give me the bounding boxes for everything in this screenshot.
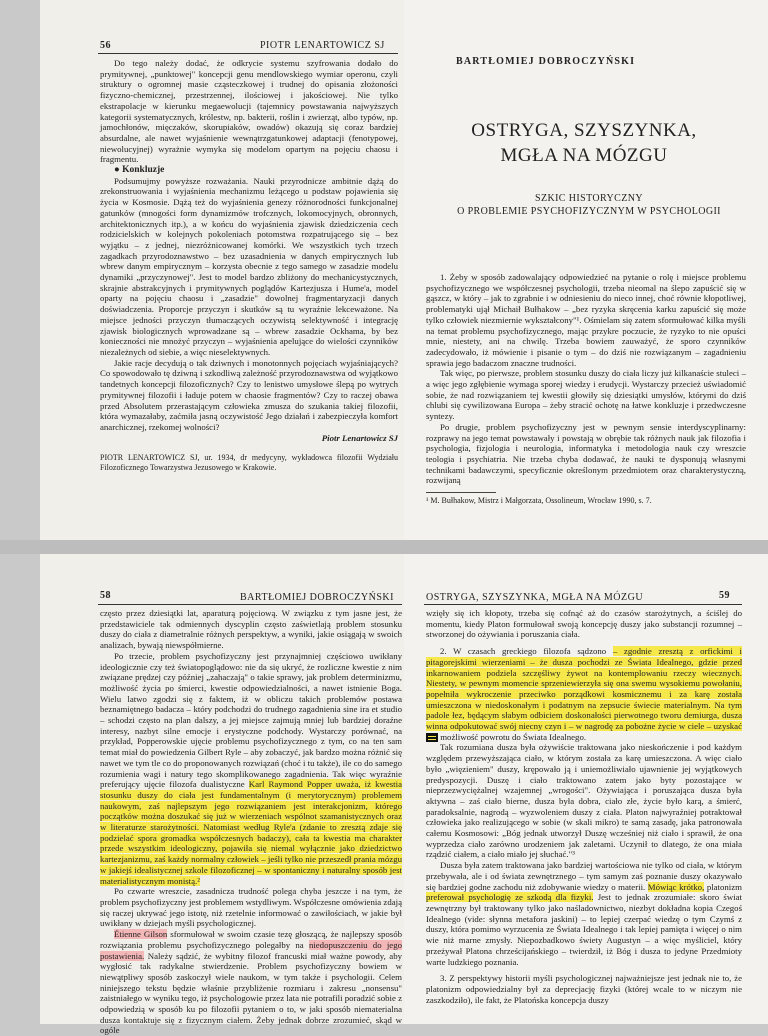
footnote: ¹ M. Bułhakow, Mistrz i Małgorzata, Ossolineum, Wrocław 1990, s. 7.: [426, 496, 652, 506]
running-head: OSTRYGA, SZYSZYNKA, MGŁA NA MÓZGU: [426, 592, 644, 603]
footnote-rule: [426, 492, 496, 493]
paragraph: [426, 860, 742, 967]
paragraph-text: Dusza była zatem traktowana jako bardziej wartościowa nie tylko od ciała, w którym przebywała, ale i od świata zewnętrznego – tym samym zaś poznanie duszy okazywało się bardziej godne zachodu niż zdobywanie wiedzy o materii.: [426, 860, 742, 892]
paragraph: Podsumujmy powyższe rozważania. Nauki przyrodnicze ambitnie dążą do zrekonstruowania i wyjaśnienia mechanizmu leżącego u podstaw pojawienia się życia w Kosmosie. Dążą też do wyjaśnienia genezy różnorodności funkcjonalnej gatunków (mnogości form dynamizmów trofcznych, lokomocyjnych, obronnych, architektonicznych itp.), a w końcu do wyjaśnienia zjawisk dziedziczenia cech rodzicielskich w kolejnych pokoleniach potomstwa rozpatrującego się – bez wyjątku – z jednej, niezróżnicowanej komórki. We wszystkich tych trzech zagadkach przyrodoznawstwo – bez uzasadnienia w danych empirycznych lub wbrew danym empirycznym – korzysta obecnie z tego samego w zasadzie modelu dynamiki „przyczynowej". Jest to model bardzo zbliżony do mechanicystycznych, skrajnie abstrakcyjnych i prymitywnych poglądów Kartezjusza i Hume'a, model oparty na pojęciu chaosu i „zasadzie" dowolnej fragmentaryzacji danych doświadczenia. Proporcje przyczyn i skutków są tu wyraźnie lekceważone. Na miejsce jedności przyczyn tłumaczących oczywistą selektywność i integrację zjawisk biologicznych wprowadzane są – wbrew zasadzie Ockhama, by bez konieczności nie mnożyć przyczyn – wyjaśnienia apelujące do wielości czynników niezależnych od siebie, a więc nieselektywnych.: [100, 175, 398, 357]
running-head: PIOTR LENARTOWICZ SJ: [260, 40, 385, 51]
paragraph: Po drugie, problem psychofizyczny jest w pewnym sensie interdyscyplinarny: rozprawy na jego temat powstawały i powstają w obrębie tak różnych nauk jak filozofia i psychologia, fizjologia i neurologia, informatyka i metodologia nauk czy wreszcie teologia i psychiatria. Nie trzeba chyba dodawać, że nauki te dysponują własnymi technikami badawczymi, specyficznie określonym przedmiotem oraz charakterystyczną, rozwijaną: [426, 421, 746, 486]
highlighted-text: niedopuszczeniu do jego postawienia.: [100, 939, 402, 961]
title-line: MGŁA NA MÓZGU: [500, 145, 668, 166]
article-author: BARTŁOMIEJ DOBROCZYŃSKI: [456, 56, 636, 67]
page-59: [404, 554, 768, 1024]
article-title: [424, 118, 744, 168]
highlighted-text: Karl Raymond Popper uważa, iż kwestia stosunku duszy do ciała jest fundamentalnym (i merytorycznym) problemem naukowym, zaś najlepszym jego rozwiązaniem jest interakcjonizm, którego początków można doszukać się już w wierzeniach wspólnot szamanistycznych oraz w literaturze starożytności. Natomiast według Ryle'a (zdanie to zresztą zdaje się podzielać spora gromadka współczesnych badaczy), cała ta kwestia ma charakter przede wszystkim ideologiczny, pojawiła się niemal wyłącznie jako dziedzictwo kartezjanizmu, zaś każdy normalny człowiek – jeśli tylko nie przeszedł prania mózgu w jakiejś idealistycznej szkole filozoficznej – w spontaniczny i naturalny sposób jest materialistycznym monistą.²: [100, 779, 402, 886]
paragraph: [426, 646, 742, 742]
body-text: [426, 272, 746, 506]
section-heading-text: Konkluzje: [122, 165, 165, 176]
subtitle-line: O PROBLEMIE PSYCHOFIZYCZNYM W PSYCHOLOGII: [457, 206, 721, 217]
body-text: [100, 58, 398, 473]
paragraph: Jakie racje decydują o tak dziwnych i monotonnych pojęciach wyjaśniających? Co spowodowało tę dziwną i szkodliwą zależność przyrodoznawstwa od wyjątkowo tandetnych koncepcji filozoficznych? Czy to lenistwo umysłowe ślepą po wytrych prymitywnej filozofii i ładuje potem w chaosie fragmentów? Czy to raczej obawa przed Absolutem przerastającym człowieka zmusza do szukania takiej filozofii, która wymazałaby, zaćmiła jasną oczywistość Jego działań i zabezpieczyła komfort anarchicznej, rzekomej wolności?: [100, 357, 398, 432]
page-56: [40, 0, 424, 540]
page-number: 58: [100, 590, 111, 601]
highlighted-name: Étienne Gilson: [114, 929, 168, 940]
subtitle-line: SZKIC HISTORYCZNY: [534, 193, 644, 204]
paragraph: [100, 929, 402, 1036]
title-line: OSTRYGA, SZYSZYNKA,: [471, 120, 697, 141]
author-signature: Piotr Lenartowicz SJ: [321, 432, 398, 443]
paragraph-text: 2. W czasach greckiego filozofa sądzono: [440, 646, 607, 657]
paragraph: Po czwarte wreszcie, zasadnicza trudność polega chyba jeszcze i na tym, że problem psychofizyczny jest problemem wstydliwym. Współczesne omówienia zdają się raczej ukrywać jego istotę, niż rzetelnie informować o zawiłościach, w jakie był uwikłany w dziejach myśli psychologicznej.: [100, 886, 402, 929]
header-rule: [98, 53, 398, 54]
paragraph-text: Należy sądzić, że wybitny filozof francuski miał ważne powody, aby wygłosić tak radykalne stwierdzenie. Problem psychofizyczny bowiem w niewątpliwy sposób zaskoczył wiele naukom, w tym także i psychologii. Celem niniejszego tekstu będzie właśnie przybliżenie rozmiaru i zakresu „nonsensu" zaistniałego w wyniku tego, iż psychologowie przez lata nie potrafili poradzić sobie z odpowiedzią w sposób ku po filozofii pytaniem o to, w jaki sposób niematerialna dusza kontaktuje się z fizycznym ciałem. Żeby jednak dobrze zrozumieć, skąd w ogóle: [100, 950, 402, 1036]
highlighted-text: Mówiąc krótko,: [647, 881, 705, 892]
paragraph: 3. Z perspektywy historii myśli psychologicznej najważniejsze jest jednak nie to, że platonizm odpowiedzialny był za deprecjację fizyki (której wcale to w niczym nie zaszkodziło), ile fakt, że Platońska koncepcja duszy: [426, 973, 742, 1005]
section-heading: ● Konkluzje: [114, 165, 165, 176]
paragraph: często przez dziesiątki lat, aparaturą pojęciową. W związku z tym jasne jest, że przedstawiciele tak odmiennych dyscyplin często zaświetlają problem stosunku duszy do ciała z diametralnie różnych perspektyw, a wyniki, jakie osiągają w swoich analizach, bywają niewspółmierne.: [100, 608, 402, 651]
paragraph-text: możliwość powrotu do Świata Idealnego.: [440, 731, 587, 742]
paragraph: Do tego należy dodać, że odkrycie systemu szyfrowania dodało do prymitywnej, „punktowej" koncepcji genu mendlowskiego wymiar operonu, czyli struktury o ogromnej masie cząsteczkowej i trudnej do opisania złożoności fizyczno-chemicznej, przestrzennej, ilościowej i jakościowej. Nie tylko ekstrapolacje w kierunku megaewolucji (tajemnicy powstawania najwyższych kategorii systematycznych, królestw, np. bakterii, roślin i zwierząt, albo typów, np. jamochłonów, mięczaków, skorupiaków, owadów) okazują się coraz bardziej absurdalne, ale nawet wyjaśnienie wewnątrzgatunkowej adaptacji (fenotypowej, niewolucyjnej) wyrażnie wymyka się modelom opartym na pojęciu chaosu i fragmentu.: [100, 58, 398, 165]
header-rule: [424, 604, 742, 605]
paragraph: Tak więc, po pierwsze, problem stosunku duszy do ciała liczy już kilkanaście stuleci – a więc jego zgłębienie wymaga sporej wiedzy i erudycji. Wystarczy przecież uświadomić sobie, że nad rozwiązaniem tej kwestii głowiły się dziesiątki umysłów, którymi do dziś chlubi się cywilizowana Europa – żeby stracić ochotę na łatwe konkluzje i przedwczesne syntezy.: [426, 368, 746, 422]
header-rule: [98, 604, 402, 605]
paragraph-text: Jest to jednak zrozumiałe: skoro świat zewnętrzny był traktowany tylko jako naśladownictwo, niezbyt dokładna kopia Czegoś Idealnego (vide: słynna metafora jaskini) – to lepiej czerpać wiedzę o tym Czymś z duszy, która pomimo wyrzucenia ze Świata Idealnego i tak lepiej pamięta i więcej o nim wie niż marne zmysły. Niepozbadkowo świety Augustyn – a więc myśliciel, który przeżywał Platona chrześcijańskiego – twierdził, iż Bóg i dusza to jedyne Przedmioty warte ludzkiego poznania.: [426, 892, 742, 967]
paragraph: wzięły się ich kłopoty, trzeba się cofnąć aż do czasów starożytnych, a ściślej do momentu, kiedy Platon formułował swoją koncepcję duszy jako substancji rozumnej – stworzonej do ożywiania i poruszania ciała.: [426, 608, 742, 640]
paragraph-text: Po trzecie, problem psychofizyczny jest przynajmniej częściowo uwikłany ideologicznie czy też światopoglądowo: nie da się ukryć, że rozliczne kwestie z nim związane prędzej czy później „zahaczają" o takie sprawy, jak problem determinizmu, możliwość życia po śmierci, kwestie odpowiedzialności, a nawet istnienie Boga. Wielu latwo zgodzi się z faktem, iż w obliczu takich problemów postawa beznamiętnego badacza – który podchodzi do trudnego zagadnienia sine ira et studio – schodzi często na plan dalszy, a jej miejsce zajmują mniej lub bardziej doraźne interesy, nazbyt silne emocje i erystyczne podchody. Wystarczy porównać, na przykład, Popperowskie ujęcie problemu psychofizycznego z tym, co na ten sam temat miał do powiedzenia Gilbert Ryle – aby zobaczyć, jak bardzo można różnić się nawet we tym tle co do proponowanych rozwiązań (choć i tu także), ile co do samego rozumienia wagi i natury tego skomplikowanego zagadnienia. Tak więc wyraźnie preferujący ujęcie filozofa dualistyczne: [100, 650, 402, 790]
highlighted-text: – zgodnie zresztą z orfickimi i pitagorejskimi wierzeniami – że dusza pochodzi ze Świata Idealnego, gdzie przed inkarnowaniem podziela szczęśliwy żywot na kontemplowaniu rzeczy wiecznych. Niestety, w pewnym momencie sprzeniewierzyła się ona swemu wysokiemu powołaniu, popełniła wykroczenie przeciwko porządkowi kosmicznemu i za karę została umieszczona w niedoskonałym i podatnym na zepsucie świecie materialnym. Na tym padole łez, będącym słabym odbiciem doskonałości pierwotnego tworu demiurga, dusza winna odpokutować swój niecny czyn i – w nagrodę za pobożne życie w ciele – uzyskać: [426, 646, 742, 732]
page-gap: [0, 540, 768, 554]
page-58: [40, 554, 424, 1036]
annotation-marker-icon[interactable]: [426, 733, 438, 742]
body-text: [426, 608, 742, 1005]
paragraph: [100, 651, 402, 886]
paragraph-text: platonizm: [706, 881, 742, 892]
paragraph: Tak rozumiana dusza była ożywiście traktowana jako nieskończenie i pod każdym względem przewyższająca ciało, w którym została za karę umieszczona. A więc ciało było „więzieniem" duszy, krępowało ją i uniemożliwiało ujawnienie jej wyjątkowych predyspozycji. Duszę i ciało traktowano zatem jako byty pozostające w nieprzezwyciężalnej wzajemnej „wrogości". Ożywiająca i poruszająca dusza była aktywna – zaś ciało bierne, dusza była dobra, ciało złe, życie było karą, a śmierć, paradoksalnie, nagrodą – wyzwoleniem duszy z ciała. Platon najwyraźniej potraktował człowieka jako realizującego w sobie (w skali mikro) te samą zasadę, jaka patronowała całemu Kosmosowi: „Bóg jednak utworzył Duszę wcześniej niż ciało i sprawił, że ona wyprzedza ciało zarówno urodzeniem jak zaletami. Uczynił to dlatego, że ona miała rządzić ciałem, a ciało miało jej słuchać."³: [426, 742, 742, 860]
page-57: [404, 0, 768, 540]
page-number: 59: [719, 590, 730, 601]
paragraph-text: sformułował w swoim czasie tezę głoszącą, że najlepszy sposób rozwiązania problemu psychofizycznego polegałby na: [100, 929, 403, 950]
article-subtitle: [424, 192, 754, 218]
page-number: 56: [100, 40, 111, 51]
running-head: BARTŁOMIEJ DOBROCZYŃSKI: [240, 592, 394, 603]
body-text: [100, 608, 402, 1036]
highlighted-text: preferował psychologię ze szkodą dla fizyki.: [426, 892, 594, 903]
author-bio: PIOTR LENARTOWICZ SJ, ur. 1934, dr medycyny, wykładowca filozofii Wydziału Filozoficznego Towarzystwa Jezusowego w Krakowie.: [100, 453, 398, 473]
paragraph: 1. Żeby w sposób zadowalający odpowiedzieć na pytanie o rolę i miejsce problemu psychofizycznego we współczesnej psychologii, trzeba nieomal na ślepo zapuścić się w gąszcz, w który – jak to zgrabnie i w odniesieniu do nieco innej, choć równie kłopotliwej, problematyki ujął Michaił Bułhakow – „bez ryzyka skręcenia karku zapuścić się może tylko człowiek niezmiernie wykształcony"¹. Ośmielam się zatem sformułować kilka myśli na temat problemu psychofizycznego, mając przykre poczucie, że ryzyko to nie opuści mnie, niestety, ani na chwilę. Trzeba bowiem zauważyć, że sporo czynników zadecydowało, iż mówienie i pisanie o tym – do dziś nie rozwiązanym – zagadnieniu sprawia jego badaczom znaczne trudności.: [426, 272, 746, 368]
